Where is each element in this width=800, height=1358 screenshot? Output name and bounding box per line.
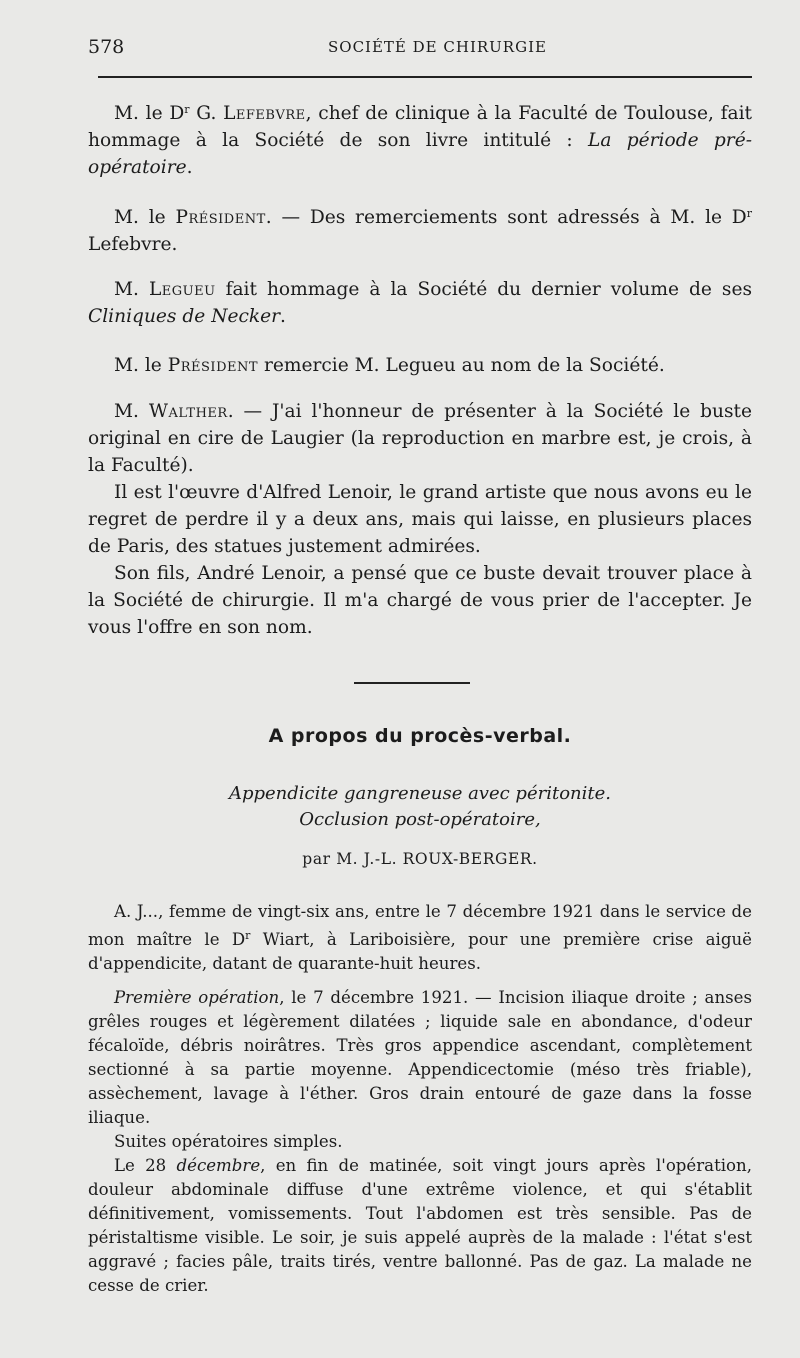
text-run: M. le — [114, 207, 176, 228]
date-italic: décembre — [176, 1156, 261, 1175]
text-run: , le 7 décembre 1921. — Incision iliaque droite ; anses grêles rouges et légèrement dilatées ; liquide sale en abondance, d'odeur fécaloïde, débris noirâtres. Très gros appendice ascendant, complètement sectionné à sa partie moyenne. Appendicectomie (méso très friable), assèchement, lavage à l'éther. Gros drain entouré de gaze dans la fosse iliaque. — [88, 988, 752, 1127]
text-run: , en fin de matinée, soit vingt jours après l'opération, douleur abdominale diffuse d'une extrême violence, et qui s'établit définitivement, vomissements. Tout l'abdomen est très sensible. Pas de péristaltisme visible. Le soir, je suis appelé auprès de la malade : l'état s'est aggravé ; facies pâle, traits tirés, ventre ballonné. Pas de gaz. La malade ne cesse de crier. — [88, 1156, 753, 1295]
postop-course: Suites opératoires simples. — [114, 1132, 343, 1151]
superscript: r — [245, 929, 251, 942]
paragraph-offer: Son fils, André Lenoir, a pensé que ce buste devait trouver place à la Société de chirurgie. Il m'a chargé de vous prier de l'accepter. Je vous l'offre en son nom. — [88, 563, 752, 638]
page-number: 578 — [88, 36, 125, 58]
text-run: M. — [114, 279, 149, 300]
page-header — [0, 36, 800, 60]
paragraph-president-2 — [88, 352, 752, 379]
subheading: Première opération — [114, 988, 280, 1007]
article-author: par M. J.-L. ROUX-BERGER. — [302, 850, 538, 868]
speaker-name: Président — [167, 355, 259, 376]
superscript: r — [184, 103, 190, 116]
text-run: . — [280, 306, 286, 327]
article-subtitle-2: Occlusion post-opératoire, — [299, 809, 541, 830]
text-run: . — Des remerciements sont adressés à M. le D — [265, 207, 747, 228]
text-run: remercie M. Legueu au nom de la Société. — [258, 355, 665, 376]
text-run: Wiart, à Lariboisière, pour une première crise aiguë d'appendicite, datant de quarante-huit heures. — [88, 930, 752, 973]
text-run: G. — [189, 103, 224, 124]
text-run: Le 28 — [114, 1156, 177, 1175]
text-run: . — J'ai l'honneur de présenter à la Société le buste original en cire de Laugier (la reproduction en marbre est, je crois, à la Faculté). — [88, 401, 752, 476]
text-run: A. J..., femme de vingt-six ans, entre le 7 décembre 1921 dans le service de mon maître le D — [88, 902, 752, 949]
text-run: M. le D — [114, 103, 185, 124]
article-subtitle-1: Appendicite gangreneuse avec péritonite. — [228, 783, 611, 804]
header-rule — [98, 76, 752, 78]
text-run: , chef de clinique à la Faculté de Toulouse, fait hommage à la Société de son livre intitulé : — [88, 103, 752, 151]
paragraph-walther — [88, 398, 752, 641]
author-name: Legueu — [148, 279, 216, 300]
case-intro — [88, 900, 752, 976]
superscript: r — [746, 207, 752, 220]
text-run: M. le — [114, 355, 168, 376]
speaker-name: Walther — [148, 401, 228, 422]
text-run: M. — [114, 401, 149, 422]
december-28-event — [88, 1154, 752, 1298]
paragraph-lenoir: Il est l'œuvre d'Alfred Lenoir, le grand artiste que nous avons eu le regret de perdre il y a deux ans, mais qui laisse, en plusieurs places de Paris, des statues justement admirées. — [88, 482, 752, 557]
first-operation — [88, 986, 752, 1130]
text-run: fait hommage à la Société du dernier volume de ses — [215, 279, 752, 300]
paragraph-president-1 — [88, 200, 752, 258]
section-title: A propos du procès-verbal. — [268, 725, 572, 747]
author-name: Lefebvre — [223, 103, 306, 124]
text-run: Lefebvre. — [88, 234, 178, 255]
speaker-name: Président — [175, 207, 266, 228]
book-title: Cliniques de Necker — [88, 306, 281, 327]
book-title: La période pré-opératoire — [88, 130, 752, 178]
running-head: SOCIÉTÉ DE CHIRURGIE — [328, 38, 547, 56]
section-separator — [354, 682, 470, 684]
paragraph-lefebvre — [88, 96, 752, 181]
case-report — [88, 900, 752, 1298]
paragraph-legueu — [88, 276, 752, 330]
text-run: . — [186, 157, 193, 178]
